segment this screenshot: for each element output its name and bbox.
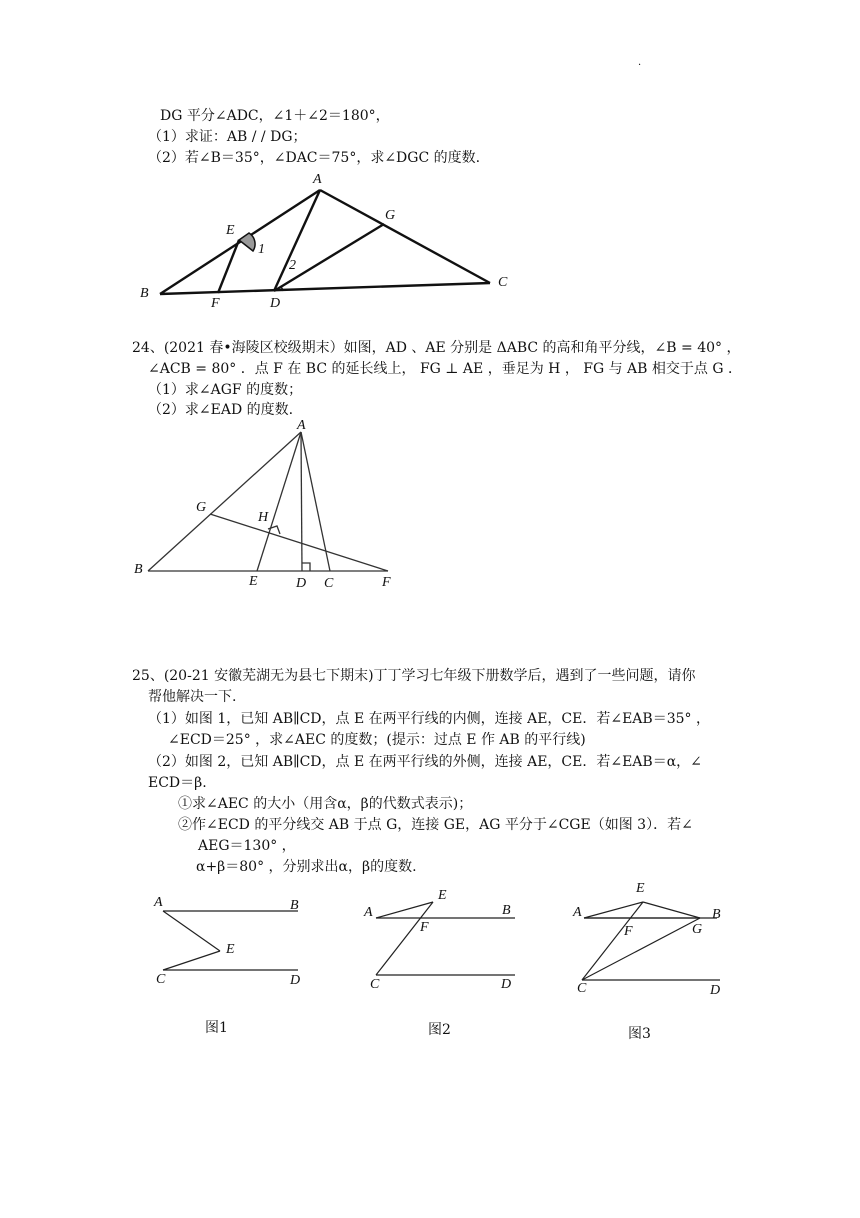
fig25-2-label-f: F: [420, 920, 429, 935]
fig24-label-b: B: [134, 562, 143, 577]
fig24-label-f: F: [382, 575, 391, 590]
q24-line-3: （1）求∠AGF 的度数；: [148, 382, 303, 398]
fig23-label-c: C: [498, 275, 508, 290]
q24-line-1: 24、(2021 春•海陵区校级期末）如图，AD 、AE 分别是 ΔABC 的高和角平分线，∠B = 40° ，: [132, 340, 741, 356]
fig25-2-segment-ce: [376, 902, 433, 975]
fig25-1-segment-ce: [163, 951, 220, 970]
fig23-label-f: F: [211, 296, 220, 311]
q25-line-5: （2）如图 2，已知 AB∥CD，点 E 在两平行线的外侧，连接 AE，CE．若∠EAB＝α，∠: [148, 754, 702, 770]
fig25-3-segment-ae: [584, 902, 643, 918]
fig25-1-label-b: B: [290, 898, 299, 913]
fig25-3-label-e: E: [636, 881, 645, 896]
fig24-label-h: H: [258, 510, 269, 525]
q25-line-7: ①求∠AEC 的大小（用含α，β的代数式表示)；: [178, 796, 473, 812]
fig25-3-segment-cg: [582, 918, 703, 980]
q23-line-1: DG 平分∠ADC，∠1＋∠2＝180°，: [160, 108, 390, 124]
fig25-3-label-c: C: [577, 981, 587, 996]
q25-line-6: ECD＝β.: [148, 775, 207, 791]
fig23-label-e: E: [226, 223, 235, 238]
q25-line-8: ②作∠ECD 的平分线交 AB 于点 G，连接 GE，AG 平分于∠CGE（如图 3）．若∠: [178, 817, 693, 833]
fig25-3-label-b: B: [712, 907, 721, 922]
q23-line-2: （1）求证：AB / / DG；: [148, 129, 307, 145]
fig25-2-segment-ae: [376, 902, 433, 918]
q24-line-4: （2）求∠EAD 的度数.: [148, 402, 294, 418]
fig23-label-a: A: [313, 172, 322, 187]
fig25-1-label-d: D: [290, 973, 301, 988]
page-dot: ·: [638, 60, 642, 71]
fig25-2-label-a: A: [364, 905, 373, 920]
fig25-caption-3: 图3: [628, 1026, 651, 1042]
fig25-2-label-e: E: [438, 888, 447, 903]
q25-line-1: 25、(20-21 安徽芜湖无为县七下期末)丁丁学习七年级下册数学后，遇到了一些问题，请你: [132, 668, 696, 684]
fig25-3-label-d: D: [710, 983, 721, 998]
fig24-label-a: A: [297, 418, 306, 433]
fig25-caption-1: 图1: [205, 1020, 228, 1036]
q25-line-10: α+β＝80° ，分别求出α，β的度数.: [196, 859, 417, 875]
fig25-3-label-f: F: [624, 924, 633, 939]
fig23-label-2: 2: [289, 258, 296, 273]
q25-line-4: ∠ECD＝25° ，求∠AEC 的度数；(提示：过点 E 作 AB 的平行线): [168, 732, 586, 748]
q25-line-3: （1）如图 1，已知 AB∥CD，点 E 在两平行线的内侧，连接 AE，CE．若∠EAB＝35° ，: [148, 711, 710, 727]
fig25-2-label-b: B: [502, 903, 511, 918]
fig25-2-label-d: D: [501, 977, 512, 992]
fig23-label-g: G: [385, 208, 396, 223]
fig24-label-e: E: [249, 574, 258, 589]
fig24-label-g: G: [196, 500, 207, 515]
fig25-caption-2: 图2: [428, 1022, 451, 1038]
fig25-2-label-c: C: [370, 977, 380, 992]
fig25-1-label-c: C: [156, 972, 166, 987]
fig23-label-d: D: [270, 296, 281, 311]
fig25-3-label-a: A: [573, 905, 582, 920]
fig24-label-c: C: [324, 576, 334, 591]
q24-line-2: ∠ACB = 80° ．点 F 在 BC 的延长线上， FG ⊥ AE ，垂足为 H ， FG 与 AB 相交于点 G ．: [148, 361, 742, 377]
fig25-3-label-g: G: [692, 922, 703, 937]
fig25-1-label-e: E: [226, 942, 235, 957]
q25-line-2: 帮他解决一下.: [148, 689, 237, 705]
fig25-3-segment-eg: [643, 902, 700, 918]
q23-line-3: （2）若∠B＝35°，∠DAC＝75°，求∠DGC 的度数.: [148, 150, 481, 166]
fig23-label-1: 1: [258, 242, 265, 257]
fig25-3-segment-ce: [582, 902, 643, 980]
fig24-label-d: D: [296, 576, 307, 591]
fig25-1-label-a: A: [154, 895, 163, 910]
q25-line-9: AEG＝130° ，: [198, 838, 296, 854]
fig23-label-b: B: [140, 286, 149, 301]
fig25-1-segment-ae: [163, 911, 220, 951]
